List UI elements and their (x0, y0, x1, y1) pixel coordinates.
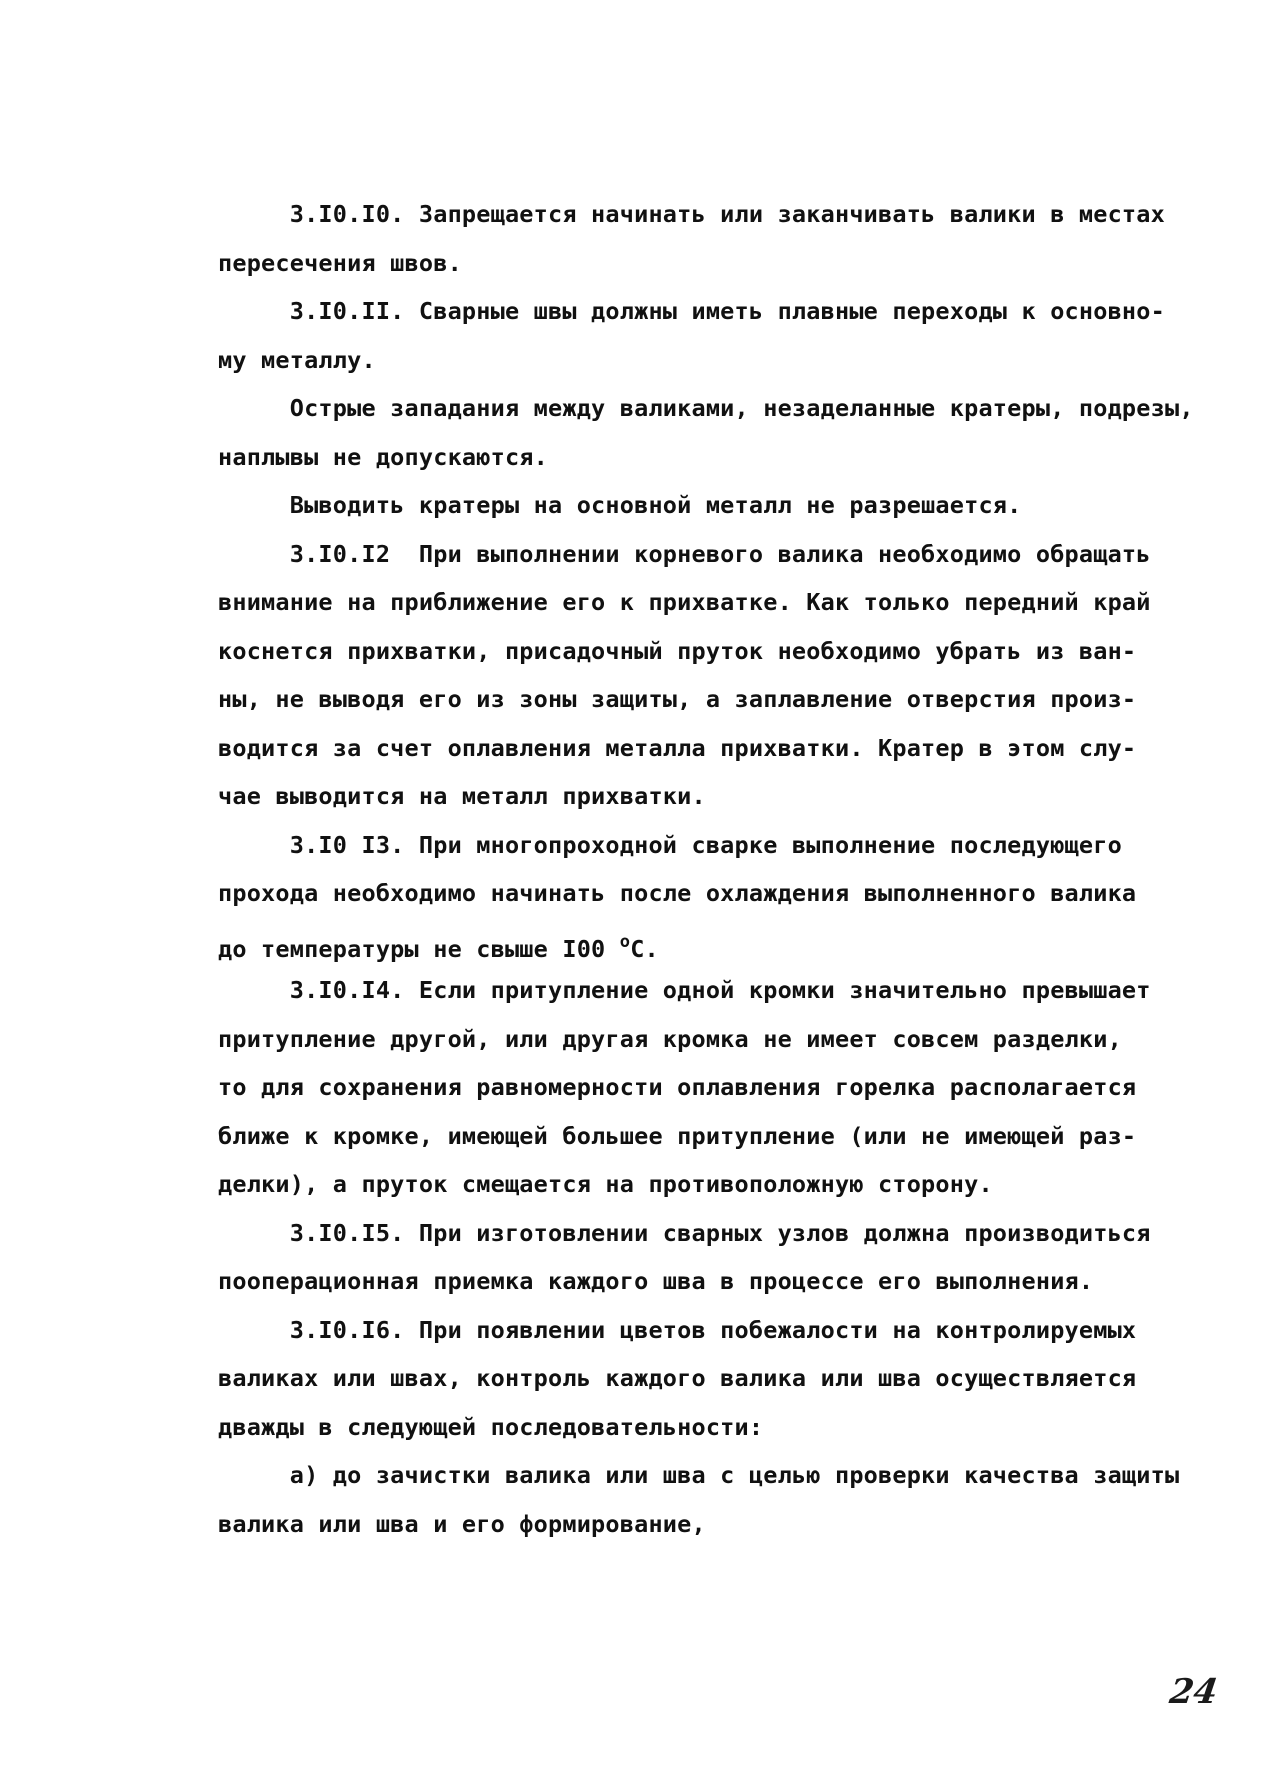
text-line: валика или шва и его формирование, (218, 1509, 706, 1538)
text-line: 3.I0.II. Сварные швы должны иметь плавные переходы к основно- (218, 297, 1165, 325)
text-line: ны, не выводя его из зоны защиты, а заплавление отверстия произ- (218, 685, 1137, 713)
text-line: делки), а пруток смещается на противоположную сторону. (218, 1170, 993, 1198)
text-line: Острые западания между валиками, незаделанные кратеры, подрезы, (218, 394, 1194, 422)
text-line: внимание на приближение его к прихватке. Как только передний край (218, 588, 1151, 616)
text-line: наплывы не допускаются. (218, 442, 549, 471)
text-line: 3.I0.I6. При появлении цветов побежалости на контролируемых (218, 1315, 1137, 1344)
text-line: 3.I0 I3. При многопроходной сварке выполнение последующего (218, 830, 1122, 859)
text-line: валиках или швах, контроль каждого валика или шва осуществляется (218, 1364, 1137, 1392)
degree-superscript: о (619, 931, 631, 952)
text-line-temperature (218, 918, 1228, 967)
text-line: дважды в следующей последовательности: (218, 1412, 764, 1441)
text-line: пооперационная приемка каждого шва в процессе его выполнения. (218, 1267, 1094, 1295)
text-line: то для сохранения равномерности оплавления горелка располагается (218, 1073, 1137, 1101)
text-line: притупление другой, или другая кромка не имеет совсем разделки, (218, 1024, 1122, 1053)
document-body (218, 190, 1228, 1548)
text-line: 3.I0.I0. Запрещается начинать или заканчивать валики в местах (218, 200, 1165, 228)
text-line: Выводить кратеры на основной металл не разрешается. (218, 491, 1022, 519)
text-line: 3.I0.I2 При выполнении корневого валика необходимо обращать (218, 539, 1151, 568)
text-line: прохода необходимо начинать после охлаждения выполненного валика (218, 879, 1137, 907)
text-line: ближе к кромке, имеющей большее притупление (или не имеющей раз- (218, 1121, 1137, 1150)
text-line: чае выводится на металл прихватки. (218, 782, 706, 810)
temperature-unit: С. (630, 934, 659, 963)
text-line: пересечения швов. (218, 248, 462, 277)
text-line: водится за счет оплавления металла прихватки. Кратер в этом слу- (218, 733, 1137, 762)
text-line: 3.I0.I5. При изготовлении сварных узлов должна производиться (218, 1218, 1151, 1247)
text-line: 3.I0.I4. Если притупление одной кромки значительно превышает (218, 976, 1151, 1004)
page-number: 24 (1167, 1672, 1221, 1712)
text-line: а) до зачистки валика или шва с целью проверки качества защиты (218, 1461, 1180, 1489)
text-line: му металлу. (218, 345, 376, 374)
text-line-content: до температуры не свыше I00 (218, 934, 620, 963)
text-line: коснется прихватки, присадочный пруток необходимо убрать из ван- (218, 636, 1137, 665)
